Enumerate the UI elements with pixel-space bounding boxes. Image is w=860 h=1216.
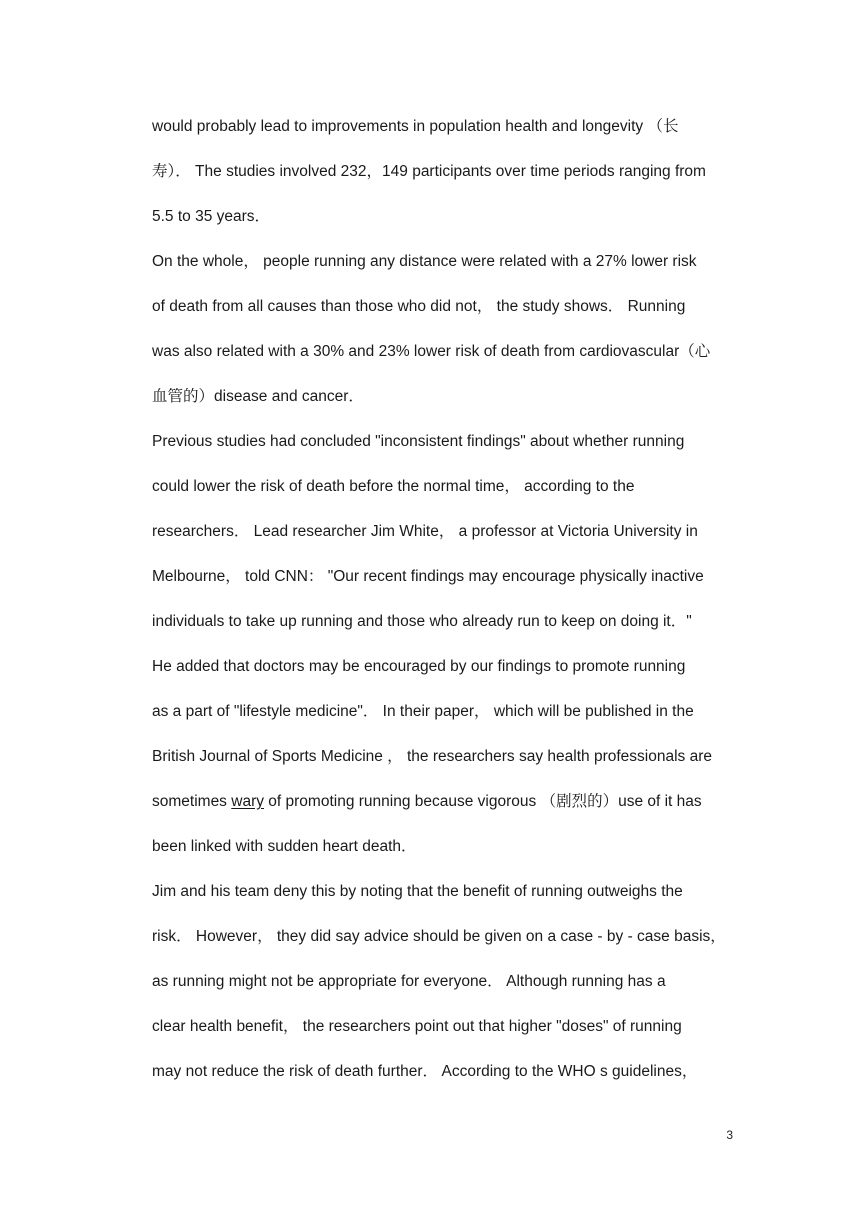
text-line-18: Jim and his team deny this by noting that the benefit of running outweighs the [152, 883, 683, 900]
text-line-7: 血管的）disease and cancer． [152, 388, 364, 405]
text-line-2: 寿）． The studies involved 232，149 participants over time periods ranging from [152, 163, 706, 180]
text-segment: of promoting running because vigorous （剧烈的）use of it has [263, 793, 702, 810]
text-line-13: He added that doctors may be encouraged by our findings to promote running [152, 658, 686, 675]
text-line-9: could lower the risk of death before the normal time， according to the [152, 478, 635, 495]
text-line-6: was also related with a 30% and 23% lower risk of death from cardiovascular（心 [152, 343, 711, 360]
text-line-21: clear health benefit， the researchers point out that higher "doses" of running [152, 1018, 682, 1035]
text-line-11: Melbourne， told CNN： "Our recent findings may encourage physically inactive [152, 568, 704, 585]
page-number: 3 [726, 1128, 733, 1142]
text-line-1: would probably lead to improvements in population health and longevity （长 [152, 118, 679, 135]
text-line-20: as running might not be appropriate for everyone． Although running has a [152, 973, 666, 990]
text-line-5: of death from all causes than those who did not， the study shows． Running [152, 298, 686, 315]
text-line-14: as a part of "lifestyle medicine"． In their paper， which will be published in the [152, 703, 694, 720]
text-line-8: Previous studies had concluded "inconsistent findings" about whether running [152, 433, 685, 450]
text-line-16 [152, 785, 732, 830]
body-text [152, 110, 732, 1100]
text-line-10: researchers． Lead researcher Jim White， a professor at Victoria University in [152, 523, 698, 540]
text-segment: sometimes [152, 793, 232, 810]
underlined-word: wary [231, 793, 264, 810]
text-line-4: On the whole， people running any distance were related with a 27% lower risk [152, 253, 697, 270]
text-line-3: 5.5 to 35 years． [152, 208, 271, 225]
text-line-12: individuals to take up running and those who already run to keep on doing it．" [152, 613, 692, 630]
text-line-22: may not reduce the risk of death further． According to the WHO s guidelines， [152, 1063, 698, 1080]
text-line-17: been linked with sudden heart death． [152, 838, 417, 855]
text-line-19: risk． However， they did say advice should be given on a case - by - case basis， [152, 928, 726, 945]
text-line-15: British Journal of Sports Medicine ， the researchers say health professionals are [152, 748, 712, 765]
